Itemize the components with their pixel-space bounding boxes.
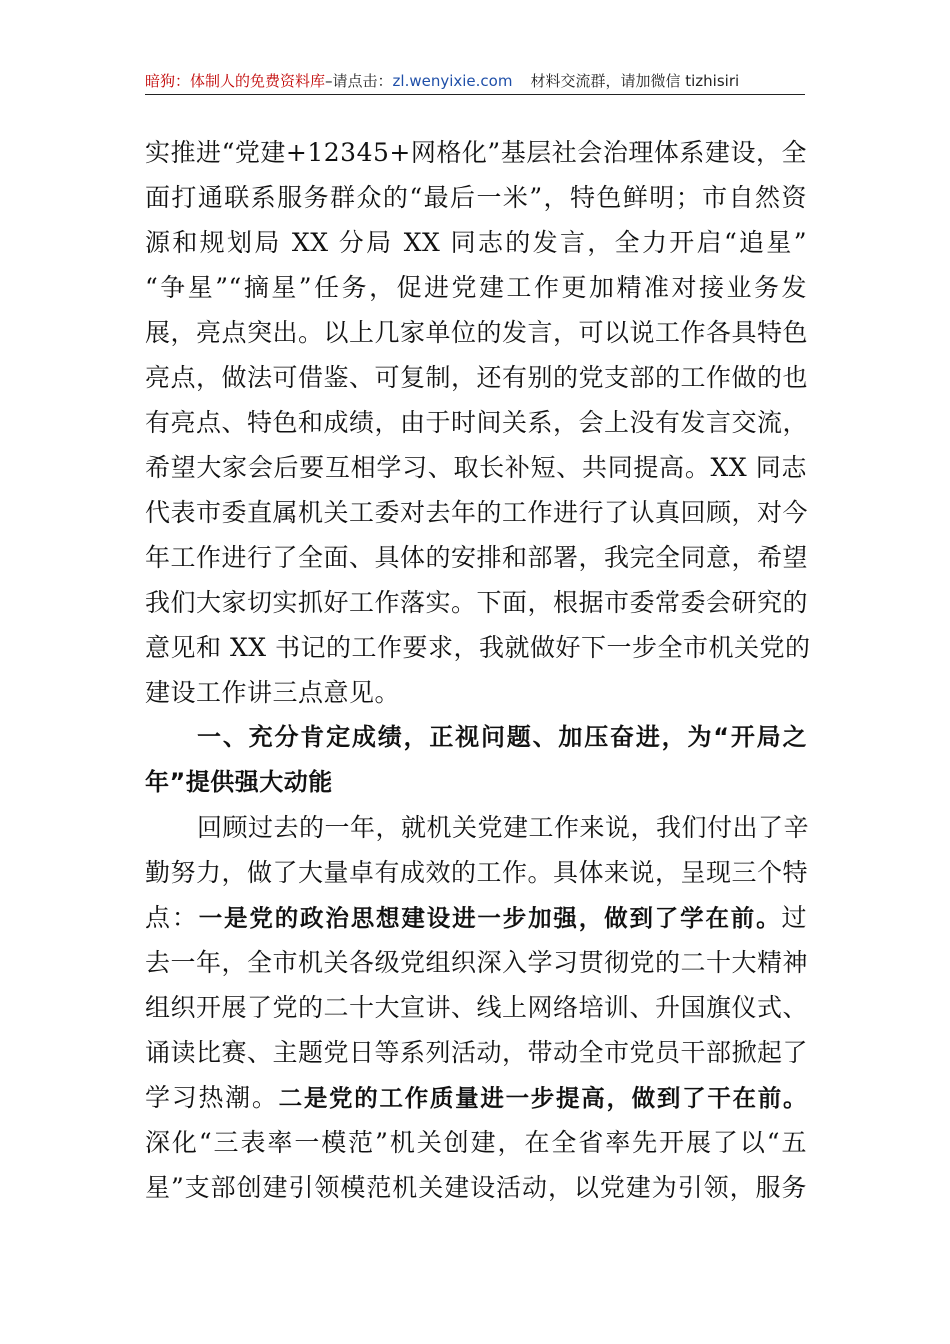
text-line-mixed — [145, 1075, 807, 1120]
text-line: 实推进“党建+12345+网格化”基层社会治理体系建设，全 — [145, 138, 807, 167]
text-line: 回顾过去的一年，就机关党建工作来说，我们付出了辛 — [197, 813, 810, 842]
text-line-mixed — [145, 895, 807, 940]
text-line: 我们大家切实抓好工作落实。下面，根据市委常委会研究的 — [145, 588, 809, 617]
text-line: 代表市委直属机关工委对去年的工作进行了认真回顾，对今 — [145, 498, 809, 527]
text-run: 点： — [145, 903, 199, 932]
text-run: 学习热潮。 — [145, 1083, 279, 1112]
text-line: 去一年，全市机关各级党组织深入学习贯彻党的二十大精神 — [145, 948, 809, 977]
text-line: 组织开展了党的二十大宣讲、线上网络培训、升国旗仪式、 — [145, 993, 809, 1022]
text-line: 有亮点、特色和成绩，由于时间关系，会上没有发言交流， — [145, 408, 809, 437]
text-line: 年工作进行了全面、具体的安排和部署，我完全同意，希望 — [145, 543, 809, 572]
text-run: 过 — [781, 903, 807, 932]
header-brand: 暗狗：体制人的免费资料库 — [145, 72, 326, 90]
text-line: 勤努力，做了大量卓有成效的工作。具体来说，呈现三个特 — [145, 858, 809, 887]
text-line: 意见和 XX 书记的工作要求，我就做好下一步全市机关党的 — [145, 633, 811, 662]
text-line: 希望大家会后要互相学习、取长补短、共同提高。XX 同志 — [145, 453, 807, 482]
section-heading-cont: 年”提供强大动能 — [145, 768, 333, 796]
text-line: 面打通联系服务群众的“最后一米”，特色鲜明；市自然资 — [145, 183, 807, 212]
text-line: 源和规划局 XX 分局 XX 同志的发言，全力开启“追星” — [145, 228, 807, 257]
text-line: 建设工作讲三点意见。 — [145, 678, 401, 707]
text-line: 诵读比赛、主题党日等系列活动，带动全市党员干部掀起了 — [145, 1038, 809, 1067]
text-line: 亮点，做法可借鉴、可复制，还有别的党支部的工作做的也 — [145, 363, 809, 392]
page-header — [145, 68, 805, 94]
text-line: 深化“三表率一模范”机关创建，在全省率先开展了以“五 — [145, 1128, 807, 1157]
text-line: 星”支部创建引领模范机关建设活动，以党建为引领，服务 — [145, 1173, 807, 1202]
text-line: “争星”“摘星”任务，促进党建工作更加精准对接业务发 — [145, 273, 807, 302]
document-body — [145, 130, 811, 1210]
header-divider — [145, 94, 805, 95]
header-contact: 材料交流群，请加微信 tizhisiri — [530, 72, 740, 90]
section-heading: 一、充分肯定成绩，正视问题、加压奋进，为“开局之 — [197, 723, 807, 751]
bold-point-two: 二是党的工作质量进一步提高，做到了干在前。 — [278, 1084, 807, 1112]
header-prompt: –请点击： — [325, 72, 393, 90]
text-line: 展，亮点突出。以上几家单位的发言，可以说工作各具特色 — [145, 318, 809, 347]
bold-point-one: 一是党的政治思想建设进一步加强，做到了学在前。 — [198, 904, 782, 932]
header-url-link[interactable]: zl.wenyixie.com — [392, 72, 513, 90]
